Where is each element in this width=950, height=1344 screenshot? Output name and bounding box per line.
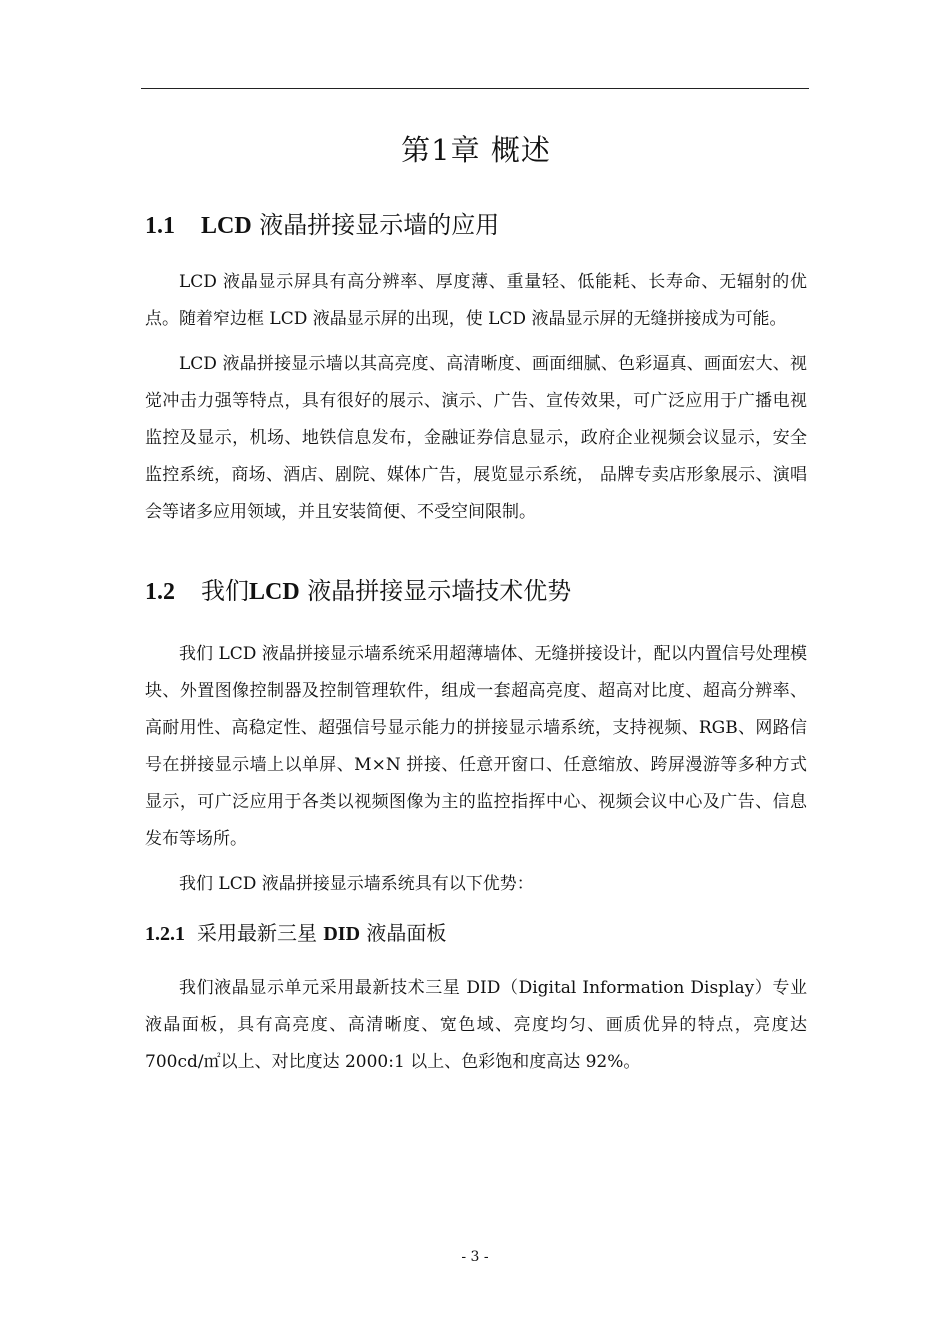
subsection-number: 1.2.1 (145, 923, 185, 945)
section-heading-1-1 (145, 205, 807, 240)
subsection-heading-1-2-1 (145, 917, 807, 946)
document-body (145, 128, 807, 1081)
section-number: 1.2 (145, 579, 175, 605)
page-number: - 3 - (461, 1249, 489, 1265)
subsection-title-pre: 采用最新三星 (197, 921, 324, 945)
section-title-pre: 我们 (201, 577, 249, 605)
paragraph: LCD 液晶拼接显示墙以其高亮度、高清晰度、画面细腻、色彩逼真、画面宏大、视觉冲击力强等特点，具有很好的展示、演示、广告、宣传效果，可广泛应用于广播电视监控及显示，机场、地铁信息发布，金融证券信息显示，政府企业视频会议显示，安全监控系统，商场、酒店、剧院、媒体广告，展览显示系统， 品牌专卖店形象展示、演唱会等诸多应用领域，并且安装简便、不受空间限制。 (145, 354, 807, 522)
section-title-rest: 液晶拼接显示墙技术优势 (299, 577, 572, 605)
paragraph: LCD 液晶显示屏具有高分辨率、厚度薄、重量轻、低能耗、长寿命、无辐射的优点。随着窄边框 LCD 液晶显示屏的出现，使 LCD 液晶显示屏的无缝拼接成为可能。 (145, 272, 807, 329)
section-number: 1.1 (145, 213, 175, 239)
paragraph: 我们 LCD 液晶拼接显示墙系统采用超薄墙体、无缝拼接设计，配以内置信号处理模块、外置图像控制器及控制管理软件，组成一套超高亮度、超高对比度、超高分辨率、高耐用性、高稳定性、超强信号显示能力的拼接显示墙系统，支持视频、RGB、网路信号在拼接显示墙上以单屏、M×N 拼接、任意开窗口、任意缩放、跨屏漫游等多种方式显示，可广泛应用于各类以视频图像为主的监控指挥中心、视频会议中心及广告、信息发布等场所。 (145, 644, 807, 849)
section-title-bold: LCD (201, 213, 252, 239)
paragraph: 我们液晶显示单元采用最新技术三星 DID（Digital Information Display）专业液晶面板，具有高亮度、高清晰度、宽色域、亮度均匀、画质优异的特点，亮度达 700cd/㎡以上、对比度达 2000:1 以上、色彩饱和度高达 92%。 (145, 978, 807, 1072)
subsection-title-bold: DID (323, 923, 361, 945)
section-title-rest: 液晶拼接显示墙的应用 (251, 211, 500, 239)
chapter-title: 第1章 概述 (401, 133, 551, 167)
header-rule (141, 88, 809, 89)
paragraph: 我们 LCD 液晶拼接显示墙系统具有以下优势： (179, 874, 534, 894)
section-heading-1-2 (145, 571, 807, 606)
section-title-bold: LCD (249, 579, 300, 605)
subsection-title-rest: 液晶面板 (360, 921, 447, 945)
